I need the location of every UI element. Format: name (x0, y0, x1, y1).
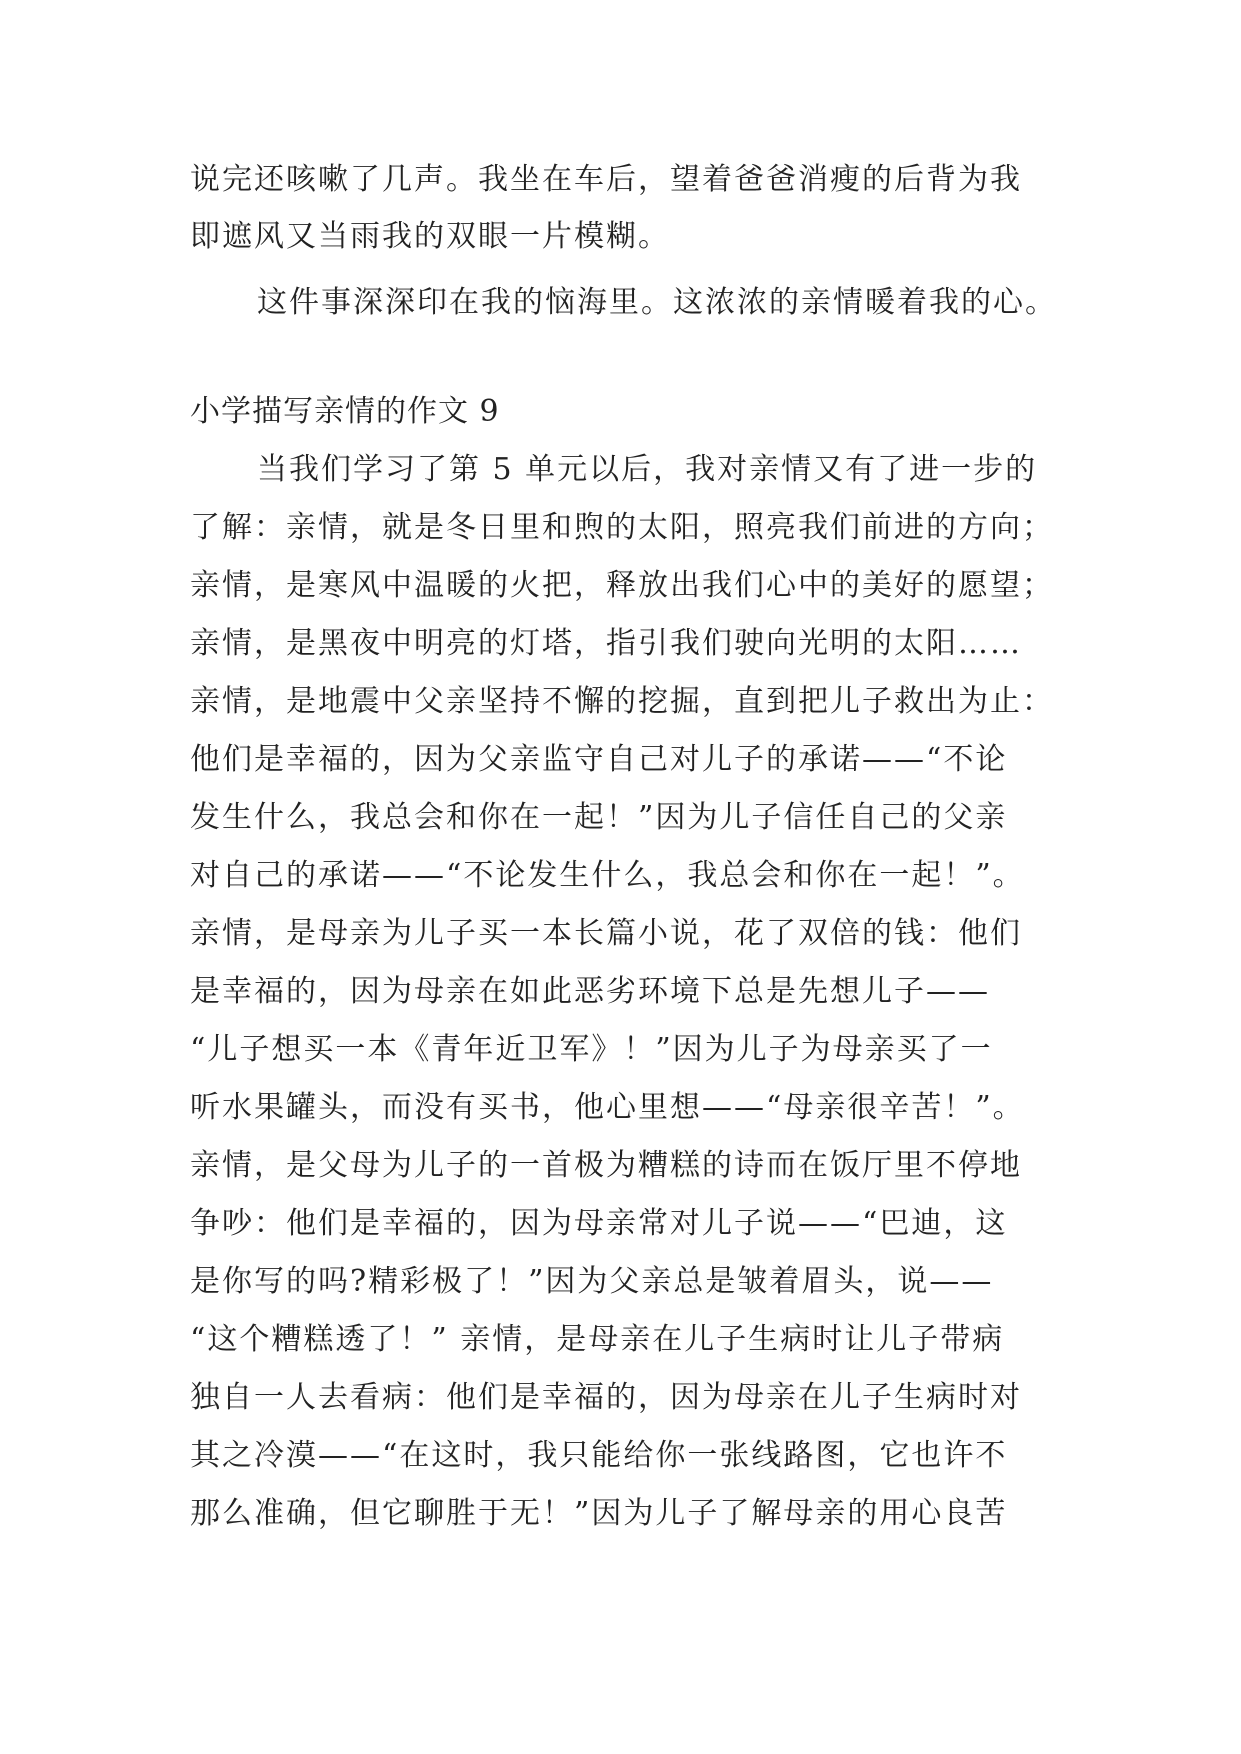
text-line: 即遮风又当雨我的双眼一片模糊。 (190, 219, 670, 254)
text-line: 听水果罐头，而没有买书，他心里想——“母亲很辛苦！”。 (190, 1090, 1025, 1125)
text-line: “这个糟糕透了！” 亲情，是母亲在儿子生病时让儿子带病 (190, 1322, 1005, 1357)
text-line: 是幸福的，因为母亲在如此恶劣环境下总是先想儿子—— (190, 974, 990, 1009)
text-line: 争吵：他们是幸福的，因为母亲常对儿子说——“巴迪，这 (190, 1206, 1008, 1241)
text-line: 亲情，是父母为儿子的一首极为糟糕的诗而在饭厅里不停地 (190, 1148, 1022, 1183)
text-line: 其之冷漠——“在这时，我只能给你一张线路图，它也许不 (190, 1438, 1008, 1473)
text-line: 他们是幸福的，因为父亲监守自己对儿子的承诺——“不论 (190, 742, 1008, 777)
text-line: 当我们学习了第 5 单元以后，我对亲情又有了进一步的 (257, 452, 1038, 487)
text-line: 亲情，是母亲为儿子买一本长篇小说，花了双倍的钱：他们 (190, 916, 1022, 951)
text-line: 亲情，是地震中父亲坚持不懈的挖掘，直到把儿子救出为止： (190, 684, 1054, 719)
text-line: 那么准确，但它聊胜于无！”因为儿子了解母亲的用心良苦 (190, 1496, 1008, 1531)
text-line: “儿子想买一本《青年近卫军》！”因为儿子为母亲买了一 (190, 1032, 993, 1067)
text-line: 独自一人去看病：他们是幸福的，因为母亲在儿子生病时对 (190, 1380, 1022, 1415)
text-line: 对自己的承诺——“不论发生什么，我总会和你在一起！”。 (190, 858, 1025, 893)
text-line: 是你写的吗?精彩极了！”因为父亲总是皱着眉头，说—— (190, 1264, 994, 1299)
text-line: 亲情，是寒风中温暖的火把，释放出我们心中的美好的愿望； (190, 568, 1054, 603)
text-line: 了解：亲情，就是冬日里和煦的太阳，照亮我们前进的方向； (190, 510, 1054, 545)
text-line: 发生什么，我总会和你在一起！”因为儿子信任自己的父亲 (190, 800, 1008, 835)
section-heading: 小学描写亲情的作文 9 (190, 394, 500, 429)
text-line: 这件事深深印在我的恼海里。这浓浓的亲情暖着我的心。 (257, 285, 1057, 320)
text-line: 亲情，是黑夜中明亮的灯塔，指引我们驶向光明的太阳…… (190, 626, 1022, 661)
text-line: 说完还咳嗽了几声。我坐在车后，望着爸爸消瘦的后背为我 (190, 162, 1022, 197)
